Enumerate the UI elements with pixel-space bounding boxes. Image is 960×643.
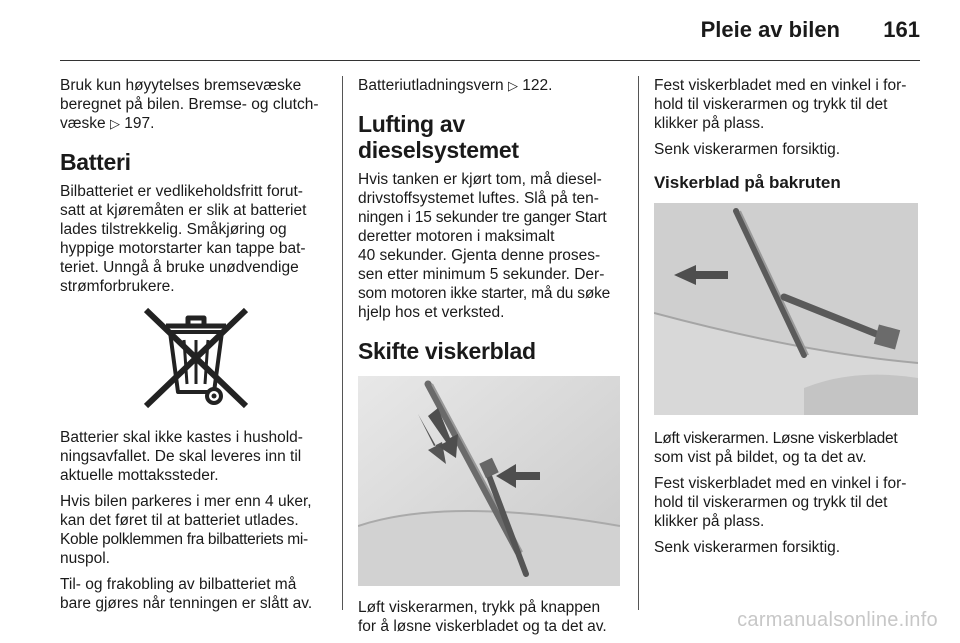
arrow-ref-icon: ▷ (109, 116, 120, 131)
section-heading-battery: Batteri (60, 149, 131, 175)
column-divider (342, 76, 343, 610)
fit-rear-blade-paragraph: Fest viskerbladet med en vinkel i for- hold til viskerarmen og trykk til det klikker på plass. (654, 475, 907, 530)
windscreen-wiper-illustration (358, 376, 620, 586)
brake-fluid-paragraph: Bruk kun høyytelses bremsevæske beregnet på bilen. Bremse- og clutch- væske ▷ 197. (60, 77, 319, 132)
wiper-caption: Løft viskerarmen, trykk på knappen for å løsne viskerbladet og ta det av. (358, 599, 607, 635)
column-divider (638, 76, 639, 610)
section-heading-wiper: Skifte viskerblad (358, 338, 536, 364)
battery-parking-paragraph: Hvis bilen parkeres i mer enn 4 uker, kan det føret til at batteriet utlades. Koble polklemmen fra bilbatteriets mi- nuspol. (60, 493, 312, 567)
page-reference-link[interactable]: ▷ 122. (507, 77, 553, 94)
lower-arm-paragraph: Senk viskerarmen forsiktig. (654, 141, 841, 158)
fit-blade-paragraph: Fest viskerbladet med en vinkel i for- hold til viskerarmen og trykk til det klikker på plass. (654, 77, 907, 132)
lower-rear-arm-paragraph: Senk viskerarmen forsiktig. (654, 539, 841, 556)
section-heading-diesel: Lufting av dieselsystemet (358, 111, 519, 163)
section-heading-rear-wiper: Viskerblad på bakruten (654, 173, 841, 192)
page-header (60, 0, 920, 61)
rear-wiper-illustration (654, 203, 918, 415)
page-title: Pleie av bilen (700, 17, 840, 42)
page-reference-link[interactable]: ▷ 197. (109, 115, 155, 132)
column-1 (60, 76, 332, 620)
column-2 (358, 76, 626, 643)
diesel-paragraph: Hvis tanken er kjørt tom, må diesel- drivstoffsystemet luftes. Slå på ten- ningen i 15 sekunder tre ganger Start deretter motoren i maksimalt 40 sekunder. Gjenta denne proses- sen etter minimum 5 sekunder. Der- som motoren ikke starter, må du søke hjelp hos et verksted. (358, 171, 611, 321)
battery-paragraph: Bilbatteriet er vedlikeholdsfritt forut- satt at kjøremåten er slik at batteriet lades tilstrekkelig. Småkjøring og hyppige motorstarter kan tappe bat- teriet. Unngå å bruke unødvendige strømforbrukere. (60, 183, 307, 295)
page-number: 161 (883, 17, 920, 42)
column-3 (654, 76, 924, 564)
battery-protection-reference: Batteriutladningsvern ▷ 122. (358, 77, 553, 94)
battery-connect-paragraph: Til- og frakobling av bilbatteriet må bare gjøres når tenningen er slått av. (60, 576, 313, 612)
watermark: carmanualsonline.info (737, 609, 938, 631)
crossed-out-bin-icon (60, 304, 332, 416)
battery-disposal-paragraph: Batterier skal ikke kastes i hushold- ningsavfallet. De skal leveres inn til aktuelle mottakssteder. (60, 429, 303, 484)
remove-rear-blade-paragraph: Løft viskerarmen. Løsne viskerbladet som vist på bildet, og ta det av. (654, 430, 898, 466)
arrow-ref-icon: ▷ (507, 78, 518, 93)
